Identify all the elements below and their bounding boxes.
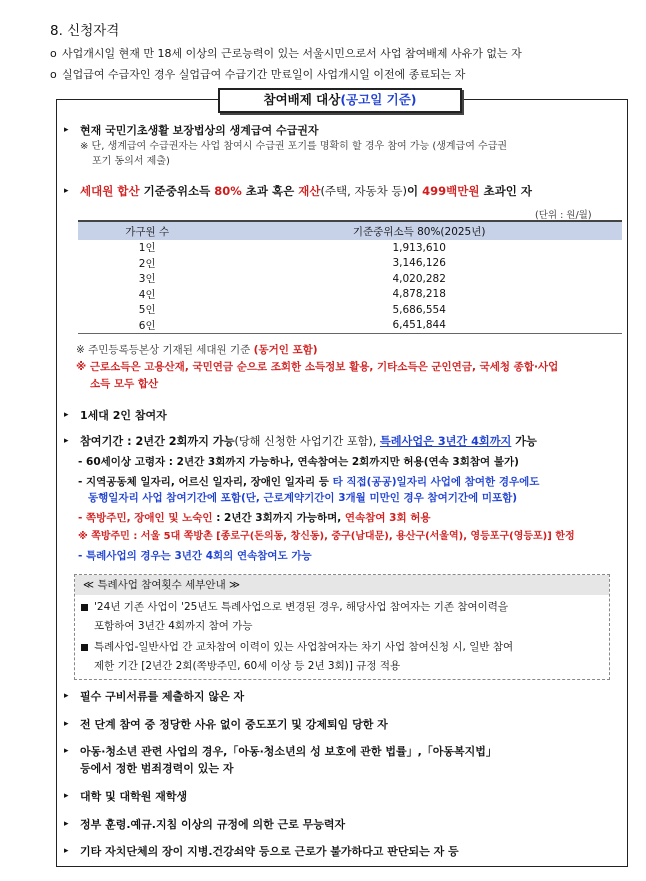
guide-heading: ≪ 특례사업 참여횟수 세부안내 ≫	[75, 575, 609, 595]
item-4-d: 가능	[511, 435, 537, 448]
table-cell: 3인	[138, 273, 156, 286]
table-row	[78, 318, 622, 334]
exclusion-item-7	[64, 743, 620, 777]
section-title: 8. 신청자격	[50, 23, 120, 39]
guide-item-1-line-2: 포함하여 3년간 4회까지 참여 가능	[94, 620, 253, 632]
square-bullet-icon	[81, 604, 88, 611]
guide-item-2-line-2: 제한 기간 [2년간 2회(쪽방주민, 60세 이상 등 2년 3회)] 규정 적용	[94, 660, 401, 672]
table-cell: 5인	[138, 304, 156, 317]
square-bullet-icon	[81, 644, 88, 651]
item-4-a: 참여기간 : 2년간 2회까지 가능	[80, 435, 235, 448]
item-2-f: (주택, 자동차 등)	[320, 184, 408, 198]
item-7-line-2-wrap	[64, 760, 620, 777]
item-1-text: ▸ 현재 국민기초생활 보장법상의 생계급여 수급권자	[64, 122, 620, 139]
table-cell: 1,913,610	[392, 241, 446, 254]
item-6-text: ▸ 전 단계 참여 중 정당한 사유 없이 중도포기 및 강제퇴임 당한 자	[64, 716, 620, 733]
item-2-i: 초과인 자	[479, 184, 532, 198]
condition-1: o 사업개시일 현재 만 18세 이상의 근로능력이 있는 서울시민으로서 사업 참여배제 사유가 없는 자	[50, 47, 522, 60]
unit-label: (단위 : 원/월)	[535, 210, 592, 221]
table-cell: 1인	[138, 242, 156, 255]
guide-item-1	[81, 599, 603, 616]
item-3-text: ▸ 1세대 2인 참여자	[64, 407, 620, 424]
item-5-text: ▸ 필수 구비서류를 제출하지 않은 자	[64, 688, 620, 705]
guide-item-1-line-1: '24년 기존 사업이 '25년도 특례사업으로 변경된 경우, 해당사업 참여자는 기존 참여이력을	[94, 601, 509, 613]
table-row	[78, 287, 622, 303]
exclusion-item-6	[64, 716, 620, 733]
item-9-text: ▸ 정부 훈령.예규.지침 이상의 규정에 의한 근로 무능력자	[64, 816, 620, 833]
note-2-a: ※	[76, 361, 90, 373]
note-1-b: (동거인 포함)	[253, 344, 318, 356]
item-8-text: ▸ 대학 및 대학원 재학생	[64, 788, 620, 805]
item-2-g: 이	[407, 184, 423, 198]
table-row	[78, 240, 622, 256]
item-1-note-1: ※ 단, 생계급여 수급권자는 사업 참여시 수급권 포기를 명확히 할 경우 참여 가능 (생계급여 수급권	[80, 141, 508, 152]
item-4-sub-1: - 60세이상 고령자 : 2년간 3회까지 가능하나, 연속참여는 2회까지만 허용(연속 3회참여 불가)	[78, 456, 519, 468]
table-header-income: 기준중위소득 80%(2025년)	[216, 221, 622, 240]
exclusion-box-title	[218, 88, 462, 113]
item-4-sub-4: ※ 쪽방주민 : 서울 5대 쪽방촌 [종로구(돈의동, 창신동), 중구(남대문), 용산구(서울역), 영등포구(영등포)] 한정	[78, 531, 575, 542]
item-7-line-2: 등에서 정한 범죄경력이 있는 자	[80, 762, 234, 775]
condition-2: o 실업급여 수급자인 경우 실업급여 수급기간 만료일이 사업개시일 이전에 종료되는 자	[50, 68, 466, 81]
box-title-paren: (공고일 기준)	[340, 92, 417, 107]
item-2-b: 기준중위소득	[139, 184, 215, 198]
item-4-b: (당해 신청한 사업기간 포함),	[234, 435, 380, 448]
table-row	[78, 302, 622, 318]
table-cell: 6인	[138, 319, 156, 332]
exclusion-item-3	[64, 407, 620, 424]
note-2-b: 근로소득은 고용산재, 국민연금 순으로 조회한 소득정보 활용, 기타소득은 군인연금, 국세청 종합·사업	[89, 361, 559, 373]
guide-item-2	[81, 639, 603, 656]
item-7-line-1: ▸ 아동·청소년 관련 사업의 경우,「아동·청소년의 성 보호에 관한 법률」,「아동복지법」	[64, 743, 620, 760]
item-4-sub-5: - 특례사업의 경우는 3년간 4회의 연속참여도 가능	[78, 550, 312, 562]
table-cell: 2인	[138, 257, 156, 270]
item-2-h: 499백만원	[422, 184, 480, 198]
table-cell: 4,878,218	[392, 288, 446, 301]
item-4-sub-3-b: : 2년간 3회까지 가능하며,	[212, 512, 345, 524]
household-notes	[64, 342, 620, 393]
item-2-a: 세대원 합산	[80, 184, 140, 198]
item-4-sub-2-c: 동행일자리 사업 참여기간에 포함(단, 근로계약기간이 3개월 미만인 경우 참여기간에 미포함)	[88, 492, 518, 504]
item-2-e: 재산	[298, 184, 321, 198]
item-4-c: 특례사업은 3년간 4회까지	[379, 435, 512, 448]
box-title-main: 참여배제 대상	[263, 92, 341, 107]
item-10-text: ▸ 기타 자치단체의 장이 지병.건강쇠약 등으로 근로가 불가하다고 판단되는 자 등	[64, 843, 620, 860]
exclusion-item-1	[64, 122, 620, 169]
item-4-sub-2-a: - 지역공동체 일자리, 어르신 일자리, 장애인 일자리 등	[78, 476, 333, 488]
item-2-c: 80%	[214, 184, 242, 198]
guide-item-2-line-1: 특례사업-일반사업 간 교차참여 이력이 있는 사업참여자는 차기 사업 참여신청 시, 일반 참여	[94, 641, 514, 653]
median-income-table	[78, 220, 622, 334]
table-row	[78, 271, 622, 287]
table-cell: 4,020,282	[392, 272, 446, 285]
table-cell: 6,451,844	[392, 319, 446, 332]
table-header-household: 가구원 수	[78, 221, 216, 240]
table-header-row	[78, 221, 622, 240]
exclusion-item-10	[64, 843, 620, 860]
item-2-d: 초과 혹은	[241, 184, 299, 198]
exclusion-item-5	[64, 688, 620, 705]
special-project-guide	[74, 574, 610, 680]
exclusion-item-8	[64, 788, 620, 805]
exclusion-item-2	[64, 183, 620, 200]
item-1-note-2: 포기 동의서 제출)	[92, 156, 170, 167]
table-cell: 3,146,126	[392, 257, 446, 270]
table-cell: 5,686,554	[392, 303, 446, 316]
condition-2-text: 실업급여 수급자인 경우 실업급여 수급기간 만료일이 사업개시일 이전에 종료되는 자	[62, 68, 466, 81]
table-cell: 4인	[138, 288, 156, 301]
table-row	[78, 256, 622, 272]
item-4-sub-3-c: 연속참여 3회 허용	[344, 512, 431, 524]
item-4-sub-3-a: - 쪽방주민, 장애인 및 노숙인	[78, 512, 213, 524]
note-1-a: ※ 주민등록등본상 기재된 세대원 기준	[76, 344, 254, 356]
exclusion-item-4	[64, 433, 620, 564]
note-2-c: 소득 모두 합산	[90, 378, 159, 390]
condition-1-text: 사업개시일 현재 만 18세 이상의 근로능력이 있는 서울시민으로서 사업 참여배제 사유가 없는 자	[62, 47, 522, 60]
item-4-sub-2-b: 타 직접(공공)일자리 사업에 참여한 경우에도	[332, 476, 540, 488]
exclusion-item-9	[64, 816, 620, 833]
